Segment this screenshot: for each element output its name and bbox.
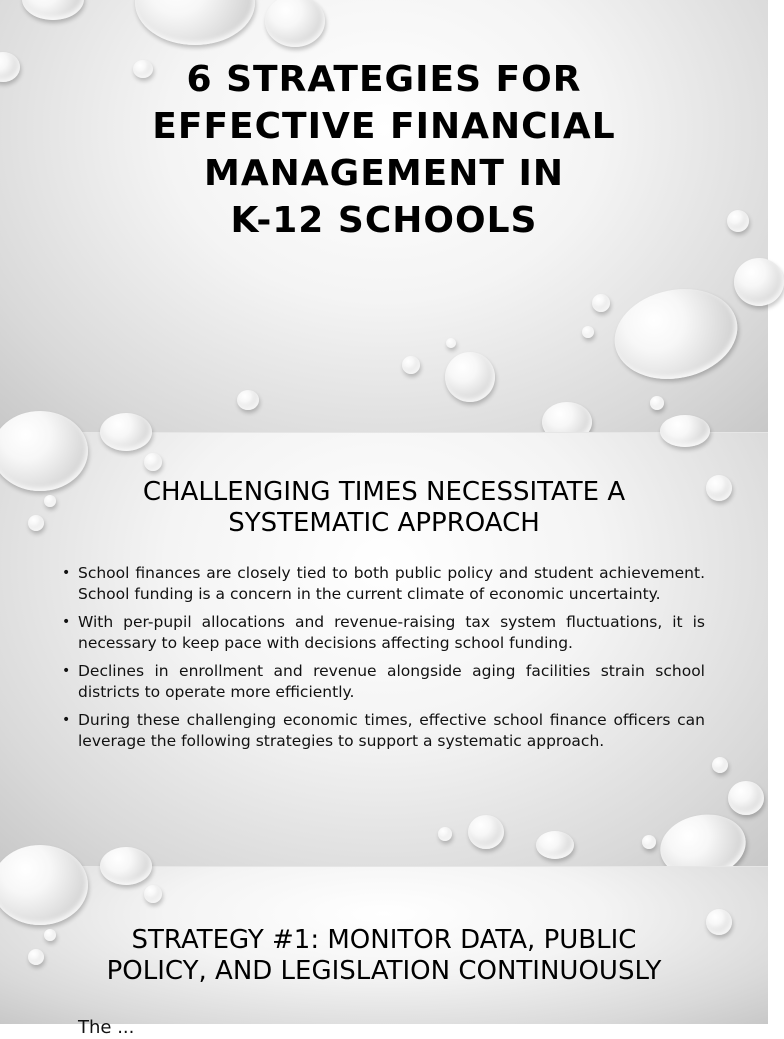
bullet-list	[62, 563, 705, 759]
water-drop	[642, 835, 656, 849]
slide-3-body-partial: The ...	[78, 1017, 135, 1038]
bullet-item: • With per-pupil allocations and revenue-raising tax system fluctuations, it is necessary to keep pace with decisions affecting school funding.	[62, 612, 705, 654]
water-drop	[265, 0, 325, 47]
water-drop	[144, 885, 162, 903]
water-drop	[706, 909, 732, 935]
water-drop	[0, 845, 88, 925]
slide-3	[0, 867, 768, 1038]
water-drop	[650, 396, 664, 410]
water-drop	[28, 949, 44, 965]
water-drop	[582, 326, 594, 338]
water-drop	[402, 356, 420, 374]
water-drop	[135, 0, 255, 45]
bullet-item: • Declines in enrollment and revenue alongside aging facilities strain school districts to operate more efficiently.	[62, 661, 705, 703]
slide-3-title: STRATEGY #1: MONITOR DATA, PUBLIC POLICY, AND LEGISLATION CONTINUOUSLY	[106, 925, 662, 986]
water-drop	[660, 415, 710, 447]
water-drop	[44, 495, 56, 507]
bullet-item: • School finances are closely tied to both public policy and student achievement. School funding is a concern in the current climate of economic uncertainty.	[62, 563, 705, 605]
water-drop	[44, 929, 56, 941]
water-drop	[468, 815, 504, 849]
water-drop	[144, 453, 162, 471]
water-drop	[446, 338, 456, 348]
slide-2	[0, 433, 768, 866]
water-drop	[22, 0, 84, 20]
water-drop	[606, 278, 746, 390]
water-drop	[727, 210, 749, 232]
water-drop	[445, 352, 495, 402]
water-drop	[734, 258, 784, 306]
water-drop	[728, 781, 764, 815]
slide-1-title: 6 STRATEGIES FOR EFFECTIVE FINANCIAL MANAGEMENT IN K-12 SCHOOLS	[152, 59, 616, 241]
water-drop	[100, 413, 152, 451]
water-drop	[100, 847, 152, 885]
water-drop	[536, 831, 574, 859]
water-drop	[592, 294, 610, 312]
water-drop	[712, 757, 728, 773]
water-drop	[28, 515, 44, 531]
water-drop	[706, 475, 732, 501]
bullet-item: • During these challenging economic times, effective school finance officers can leverage the following strategies to support a systematic approach.	[62, 710, 705, 752]
water-drop	[237, 390, 259, 410]
slide-1	[0, 0, 768, 432]
slide-2-title: CHALLENGING TIMES NECESSITATE A SYSTEMATIC APPROACH	[142, 477, 626, 538]
water-drop	[438, 827, 452, 841]
water-drop	[0, 52, 20, 82]
